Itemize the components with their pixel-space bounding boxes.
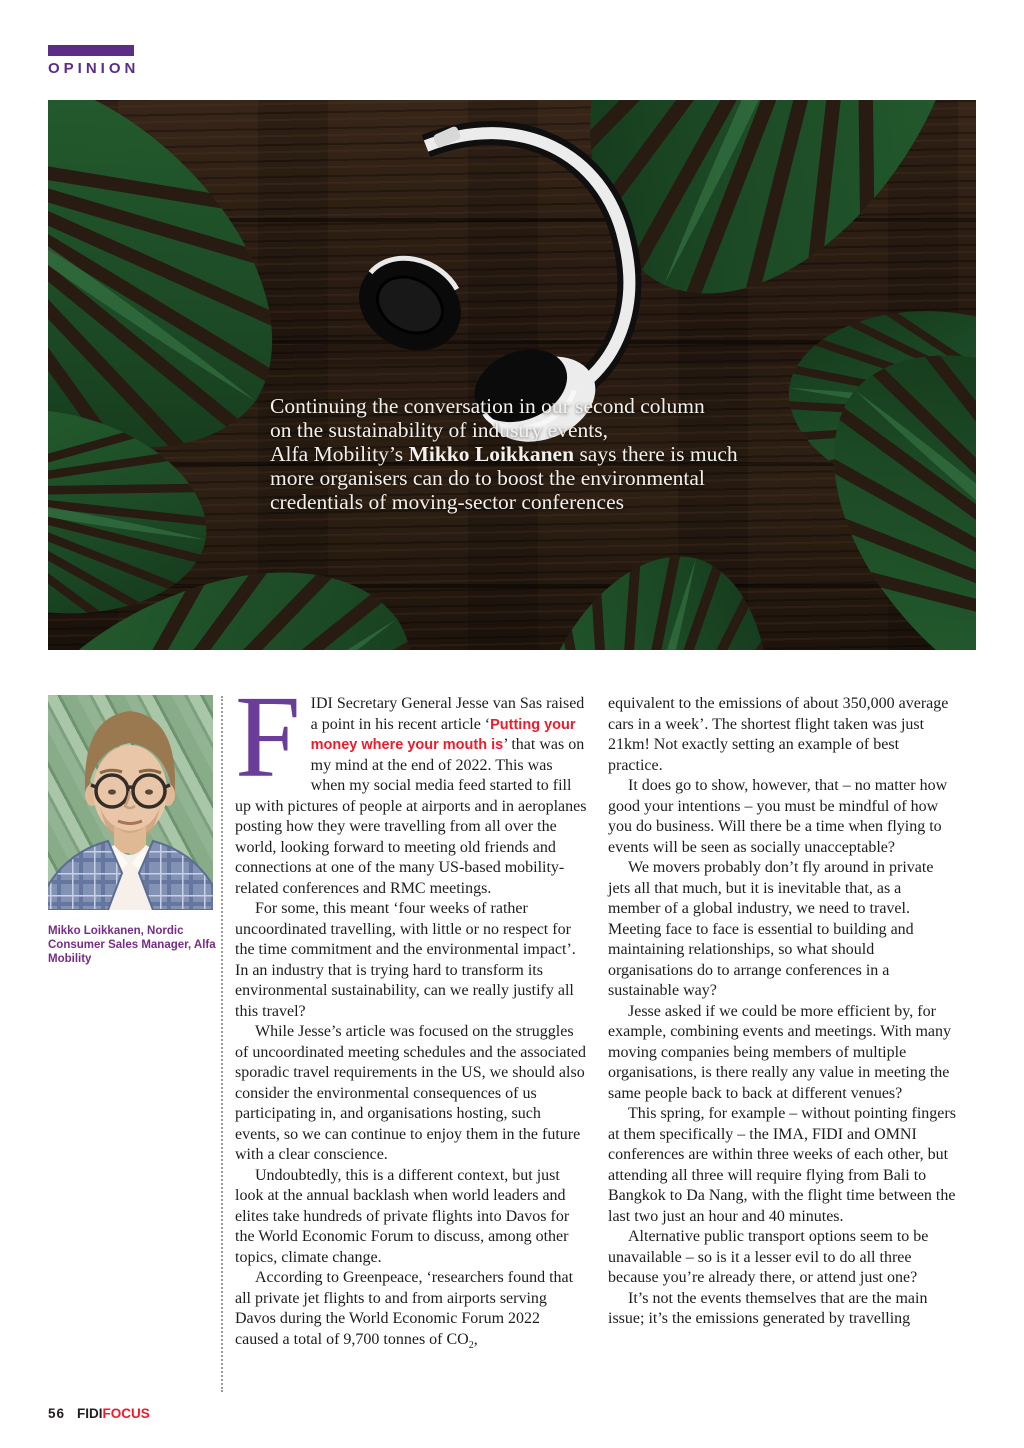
article-column-1 xyxy=(235,671,587,1351)
article-paragraph: Undoubtedly, this is a different context, but just look at the annual backlash when world leaders and elites take hundreds of private flights into Davos for the World Economic Forum to discuss, among other topics, climate change. xyxy=(235,1166,570,1266)
standfirst-line: Alfa Mobility’s Mikko Loikkanen says there is much xyxy=(270,442,738,466)
standfirst xyxy=(270,394,850,514)
article-paragraph: Jesse asked if we could be more efficient by, for example, combining events and meetings. With many moving companies being members of multiple organisations, is there really any value in meeting the same people back to back at different venues? xyxy=(608,1002,951,1102)
portrait-photo xyxy=(48,695,213,910)
article-paragraph: For some, this meant ‘four weeks of rather uncoordinated travelling, with little or no respect for the time commitment and the environmental impact’. In an industry that is trying hard to transform its environmental sustainability, can we really justify all this travel? xyxy=(235,900,576,1020)
hero-image xyxy=(48,100,976,650)
magazine-brand: FIDIFOCUS xyxy=(77,1406,150,1421)
article-paragraph: We movers probably don’t fly around in private jets all that much, but it is inevitable that, as a member of a global industry, we need to travel. Meeting face to face is essential to building and maintaining relationships, so what should organisations do to arrange conferences in a sustainable way? xyxy=(608,859,934,999)
monstera-leaf-bottom-center xyxy=(494,516,814,650)
portrait-person-illustration xyxy=(48,695,213,910)
co2-subscript: 2 xyxy=(468,1339,474,1351)
article-paragraph: Alternative public transport options seem to be unavailable – so is it a lesser evil to do all three because you’re already there, or attend just one? xyxy=(608,1228,929,1286)
article-paragraph: equivalent to the emissions of about 350,000 average cars in a week’. The shortest flight taken was just 21km! Not exactly setting an example of best practice. xyxy=(608,695,949,774)
article-paragraph: While Jesse’s article was focused on the struggles of uncoordinated meeting schedules and the associated sporadic travel requirements in the US, we should also consider the environmental consequences of us participating in, and organisations hosting, such events, so we can continue to enjoy them in the future with a clear conscience. xyxy=(235,1023,586,1163)
portrait-caption: Mikko Loikkanen, Nordic Consumer Sales Manager, Alfa Mobility xyxy=(48,925,216,965)
article-column-2 xyxy=(608,694,956,1330)
standfirst-line: Continuing the conversation in our second column xyxy=(270,394,705,418)
drop-cap: F xyxy=(235,671,301,802)
article-paragraph: FIDI Secretary General Jesse van Sas raised a point in his recent article ‘Putting your money where your mouth is’ that was on my mind at the end of 2022. This was when my social media feed started to fill up with pictures of people at airports and in aeroplanes posting how they were travelling from all over the world, looking forward to meeting old friends and connections at one of the many US-based mobility-related conferences and RMC meetings. xyxy=(235,671,587,897)
article-link[interactable]: Putting your money where your mouth is xyxy=(310,716,576,753)
article-paragraph: According to Greenpeace, ‘researchers found that all private jet flights to and from airports serving Davos during the World Economic Forum 2022 caused a total of 9,700 tonnes of $CO_2$, xyxy=(235,1269,574,1351)
section-label: OPINION xyxy=(48,60,140,77)
article-paragraph: This spring, for example – without pointing fingers at them specifically – the IMA, FIDI and OMNI conferences are within three weeks of each other, but attending all three will require flying from Bali to Bangkok to Da Nang, with the flight time between the last two just an hour and 40 minutes. xyxy=(608,1105,956,1225)
standfirst-line: more organisers can do to boost the environmental xyxy=(270,466,705,490)
standfirst-line: on the sustainability of industry events, xyxy=(270,418,608,442)
article-paragraph: It does go to show, however, that – no matter how good your intentions – you must be mindful of how you do business. Will there be a time when flying to events will be seen as socially unacceptable? xyxy=(608,777,948,856)
article-paragraph: It’s not the events themselves that are the main issue; it’s the emissions generated by travelling xyxy=(608,1289,928,1327)
page-footer xyxy=(48,1406,150,1421)
page-number: 56 xyxy=(48,1406,66,1421)
author-name: Mikko Loikkanen xyxy=(408,442,575,466)
standfirst-line: credentials of moving-sector conferences xyxy=(270,490,624,514)
monstera-headphones-illustration xyxy=(48,100,976,650)
column-divider xyxy=(221,696,223,1392)
section-accent-bar xyxy=(48,45,134,56)
